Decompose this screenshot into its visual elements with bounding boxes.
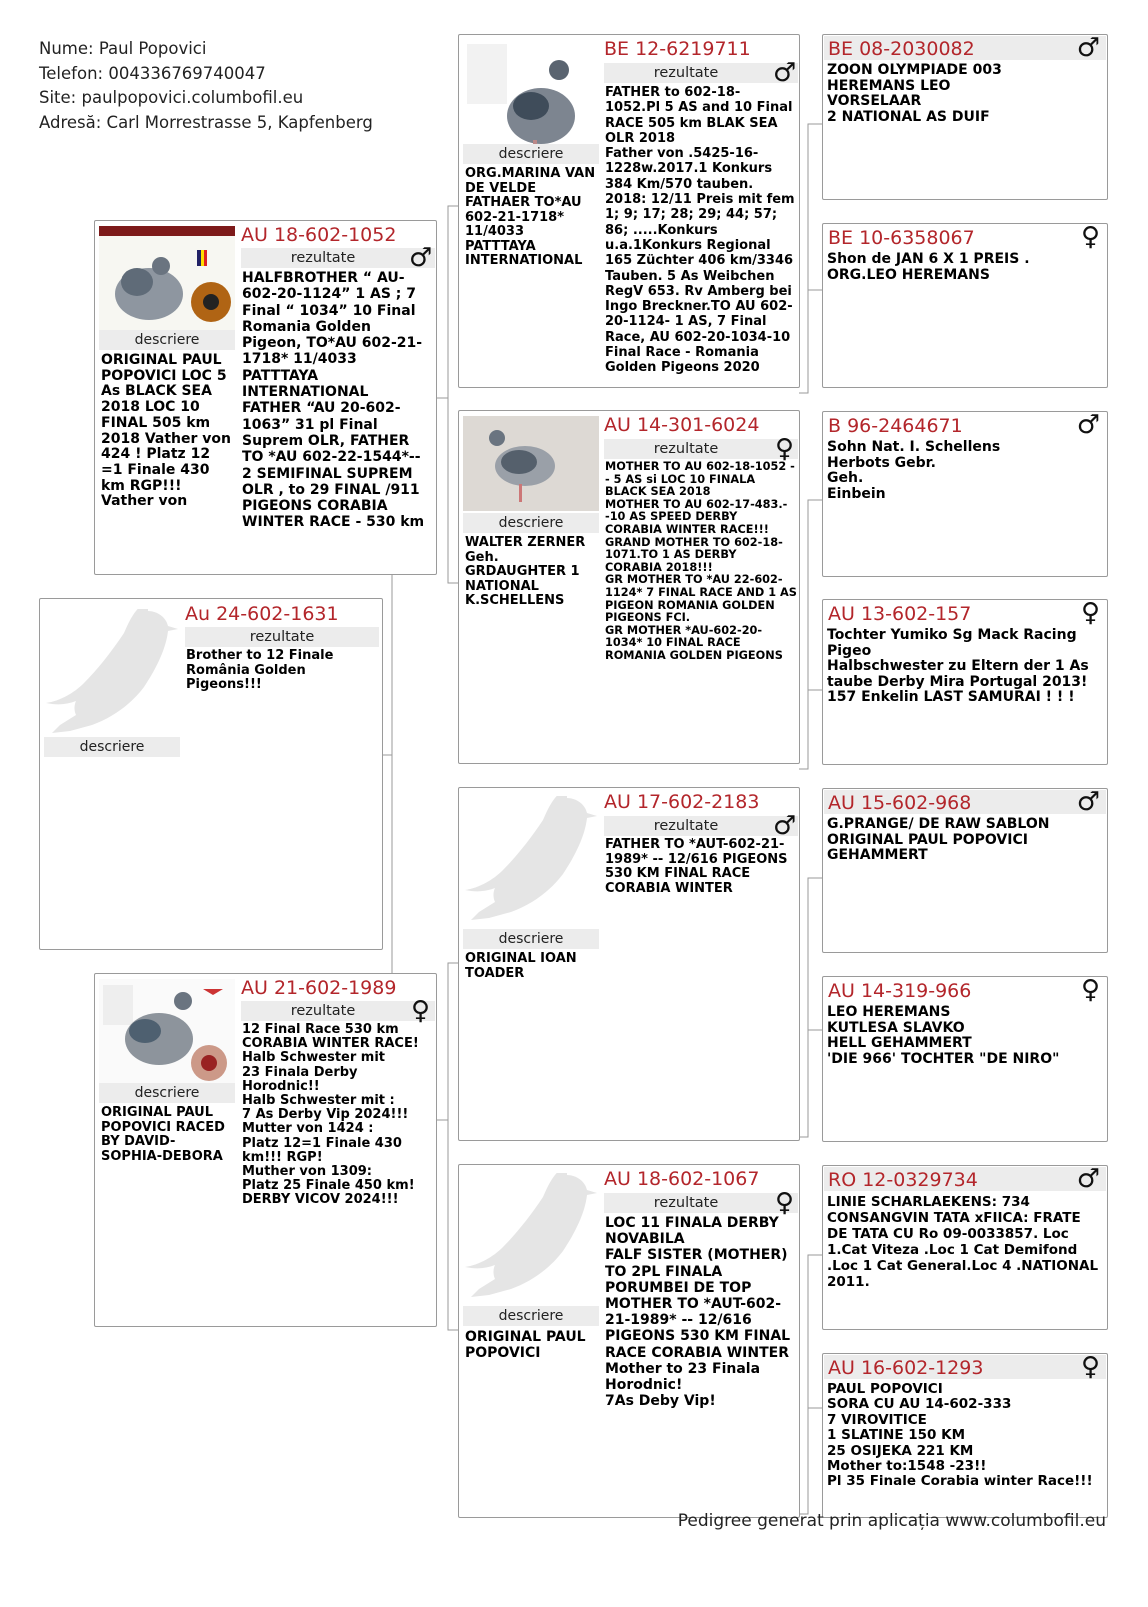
ring-number: AU 14-301-6024 — [604, 414, 760, 436]
results-button[interactable] — [604, 1193, 798, 1213]
grandparent-card — [458, 410, 800, 764]
female-sex-icon: ♀ — [775, 1188, 795, 1218]
results-label: rezultate — [653, 818, 719, 834]
pigeon-info: 12 Final Race 530 km CORABIA WINTER RACE! Halb Schwester mit 23 Finala Derby Horodnic!! Halb Schwester mit : 7 As Derby Vip 2024!!! Mutter von 1424 : Platz 12=1 Finale 430 km!!! RGP! Muther von 1309: Platz 25 Finale 450 km! DERBY VICOV 2024!!! — [242, 1023, 419, 1208]
results-button[interactable] — [241, 1001, 435, 1021]
grandparent-card — [458, 34, 800, 388]
sire-card — [94, 220, 437, 575]
great-grandparent-card — [822, 223, 1108, 388]
results-label: rezultate — [290, 250, 356, 266]
card-header — [824, 599, 1106, 628]
owner-site: Site: paulpopovici.columbofil.eu — [39, 88, 304, 107]
pigeon-info: FATHER TO *AUT-602-21-1989* -- 12/616 PIGEONS 530 KM FINAL RACE CORABIA WINTER — [605, 838, 788, 896]
ring-number: AU 18-602-1052 — [241, 224, 397, 246]
dam-card — [94, 973, 437, 1327]
female-sex-icon: ♀ — [1080, 976, 1100, 1005]
ring-number: BE 12-6219711 — [604, 38, 751, 60]
pigeon-placeholder-image — [44, 609, 180, 733]
pigeon-info: Brother to 12 Finale România Golden Pigeons!!! — [186, 649, 334, 692]
pigeon-notes: ORIGINAL PAUL POPOVICI RACED BY DAVID-SOPHIA-DEBORA — [101, 1106, 225, 1164]
pigeon-info: Shon de JAN 6 X 1 PREIS . ORG.LEO HEREMANS — [827, 252, 1030, 283]
results-button[interactable] — [604, 439, 798, 459]
description-button[interactable]: descriere — [44, 737, 180, 757]
ring-number: BE 08-2030082 — [828, 38, 975, 60]
ring-number: AU 13-602-157 — [828, 603, 972, 625]
pigeon-info: MOTHER TO AU 602-18-1052 -- 5 AS si LOC 10 FINALA BLACK SEA 2018 MOTHER TO AU 602-17-483.--10 AS SPEED DERBY CORABIA WINTER RACE!!! GRAND MOTHER TO 602-18-1071.TO 1 AS DERBY CORABIA 2018!!! GR MOTHER TO *AU 22-602-1124* 7 FINAL RACE AND 1 AS PIGEON ROMANIA GOLDEN PIGEONS FCI. GR MOTHER *AU-602-20-1034* 10 FINAL RACE ROMANIA GOLDEN PIGEONS — [605, 461, 797, 662]
female-sex-icon: ♀ — [1080, 1353, 1100, 1382]
grandparent-card — [458, 1164, 800, 1518]
description-button[interactable]: descriere — [463, 144, 599, 164]
ring-number: AU 18-602-1067 — [604, 1168, 760, 1190]
ring-number: RO 12-0329734 — [828, 1169, 978, 1191]
card-header — [824, 34, 1106, 63]
female-sex-icon: ♀ — [411, 996, 431, 1026]
ring-number: AU 21-602-1989 — [241, 977, 397, 999]
card-header — [824, 1165, 1106, 1194]
ring-number: AU 17-602-2183 — [604, 791, 760, 813]
pigeon-info: PAUL POPOVICI SORA CU AU 14-602-333 7 VIROVITICE 1 SLATINE 150 KM 25 OSIJEKA 221 KM Mother to:1548 -23!! Pl 35 Finale Corabia winter Race!!! — [827, 1382, 1093, 1490]
pigeon-placeholder-image — [463, 1173, 599, 1297]
female-sex-icon: ♀ — [1080, 223, 1100, 252]
pigeon-notes: ORIGINAL IOAN TOADER — [465, 952, 577, 981]
owner-name: Nume: Paul Popovici — [39, 39, 207, 58]
male-sex-icon: ♂ — [1076, 34, 1100, 63]
great-grandparent-card — [822, 1165, 1108, 1330]
ring-number: B 96-2464671 — [828, 415, 963, 437]
results-button[interactable] — [604, 63, 798, 83]
card-header — [824, 1353, 1106, 1382]
footer-credit: Pedigree generat prin aplicația www.columbofil.eu — [677, 1511, 1106, 1531]
pigeon-info: G.PRANGE/ DE RAW SABLON ORIGINAL PAUL POPOVICI GEHAMMERT — [827, 817, 1050, 863]
pigeon-info: LOC 11 FINALA DERBY NOVABILA FALF SISTER (MOTHER) TO 2PL FINALA PORUMBEI DE TOP MOTHER TO *AUT-602-21-1989* -- 12/616 PIGEONS 530 KM FINAL RACE CORABIA WINTER Mother to 23 Finala Horodnic! 7As Deby Vip! — [605, 1215, 791, 1410]
great-grandparent-card — [822, 976, 1108, 1142]
results-button[interactable] — [604, 816, 798, 836]
results-label: rezultate — [653, 441, 719, 457]
results-label: rezultate — [290, 1003, 356, 1019]
pigeon-info: HALFBROTHER “ AU-602-20-1124” 1 AS ; 7 Final “ 1034” 10 Final Romania Golden Pigeon, TO*AU 602-21-1718* 11/4033 PATTTAYA INTERNATIONAL FATHER “AU 20-602-1063” 31 pl Final Suprem OLR, FATHER TO *AU 602-22-1544*-- 2 SEMIFINAL SUPREM OLR , to 29 FINAL /911 PIGEONS CORABIA WINTER RACE - 530 km — [242, 270, 425, 531]
great-grandparent-card — [822, 788, 1108, 953]
pigeon-notes: ORIGINAL PAUL POPOVICI — [465, 1329, 586, 1361]
grandparent-card — [458, 787, 800, 1141]
pigeon-photo — [463, 416, 599, 511]
great-grandparent-card — [822, 34, 1108, 200]
female-sex-icon: ♀ — [775, 434, 795, 464]
results-button[interactable] — [241, 248, 435, 268]
card-header — [824, 223, 1106, 252]
male-sex-icon: ♂ — [409, 243, 433, 273]
great-grandparent-card — [822, 411, 1108, 577]
ring-number: AU 15-602-968 — [828, 792, 972, 814]
description-button[interactable]: descriere — [99, 1083, 235, 1103]
pigeon-info: FATHER to 602-18-1052.Pl 5 AS and 10 Final RACE 505 km BLAK SEA OLR 2018 Father von .5425-16-1228w.2017.1 Konkurs 384 Km/570 tauben. 2018: 12/11 Preis mit fem 1; 9; 17; 28; 29; 44; 57; 86; .....Konkurs u.a.1Konkurs Regional 165 Züchter 406 km/3346 Tauben. 5 As Weibchen RegV 653. Rv Amberg bei Ingo Breckner.TO AU 602-20-1124- 1 AS, 7 Final Race, AU 602-20-1034-10 Final Race - Romania Golden Pigeons 2020 — [605, 85, 795, 376]
description-button[interactable]: descriere — [463, 929, 599, 949]
pigeon-placeholder-image — [463, 796, 599, 920]
owner-info — [39, 37, 373, 135]
ring-number: BE 10-6358067 — [828, 227, 975, 249]
pigeon-notes: WALTER ZERNER Geh. GRDAUGHTER 1 NATIONAL K.SCHELLENS — [465, 536, 586, 608]
pigeon-info: Tochter Yumiko Sg Mack Racing Pigeo Halbschwester zu Eltern der 1 As taube Derby Mira Portugal 2013! 157 Enkelin LAST SAMURAI ! ! ! — [827, 628, 1089, 705]
ring-number: AU 14-319-966 — [828, 980, 972, 1002]
results-button[interactable] — [185, 627, 379, 647]
pigeon-notes: ORIGINAL PAUL POPOVICI LOC 5 As BLACK SEA 2018 LOC 10 FINAL 505 km 2018 Vather von 424 ! Platz 12 =1 Finale 430 km RGP!!! Vather von — [101, 353, 231, 510]
description-button[interactable]: descriere — [463, 513, 599, 533]
pigeon-info: LEO HEREMANS KUTLESA SLAVKO HELL GEHAMMERT 'DIE 966' TOCHTER "DE NIRO" — [827, 1005, 1060, 1067]
description-button[interactable]: descriere — [99, 330, 235, 350]
card-header — [824, 976, 1106, 1005]
pigeon-info: ZOON OLYMPIADE 003 HEREMANS LEO VORSELAAR 2 NATIONAL AS DUIF — [827, 63, 1002, 125]
ring-number: Au 24-602-1631 — [185, 603, 339, 625]
results-label: rezultate — [653, 65, 719, 81]
owner-address: Adresă: Carl Morrestrasse 5, Kapfenberg — [39, 112, 373, 132]
owner-phone: Telefon: 004336769740047 — [39, 63, 266, 83]
male-sex-icon: ♂ — [1076, 411, 1100, 440]
results-label: rezultate — [249, 629, 315, 645]
male-sex-icon: ♂ — [773, 58, 797, 88]
great-grandparent-card — [822, 599, 1108, 765]
great-grandparent-card — [822, 1353, 1108, 1518]
female-sex-icon: ♀ — [1080, 599, 1100, 628]
male-sex-icon: ♂ — [773, 811, 797, 841]
pigeon-info: Sohn Nat. I. Schellens Herbots Gebr. Geh. Einbein — [827, 440, 1001, 502]
male-sex-icon: ♂ — [1076, 788, 1100, 817]
ring-number: AU 16-602-1293 — [828, 1357, 984, 1379]
card-header — [824, 788, 1106, 817]
pigeon-info: LINIE SCHARLAEKENS: 734 CONSANGVIN TATA xFIICA: FRATE DE TATA CU Ro 09-0033857. Loc 1.Cat Viteza .Loc 1 Cat Demifond .Loc 1 Cat General.Loc 4 .NATIONAL 2011. — [827, 1194, 1099, 1290]
male-sex-icon: ♂ — [1076, 1165, 1100, 1194]
card-header — [824, 411, 1106, 440]
results-label: rezultate — [653, 1195, 719, 1211]
subject-card — [39, 598, 383, 950]
description-button[interactable]: descriere — [463, 1306, 599, 1326]
pigeon-notes: ORG.MARINA VAN DE VELDE FATHAER TO*AU 602-21-1718* 11/4033 PATTTAYA INTERNATIONAL — [465, 167, 596, 268]
